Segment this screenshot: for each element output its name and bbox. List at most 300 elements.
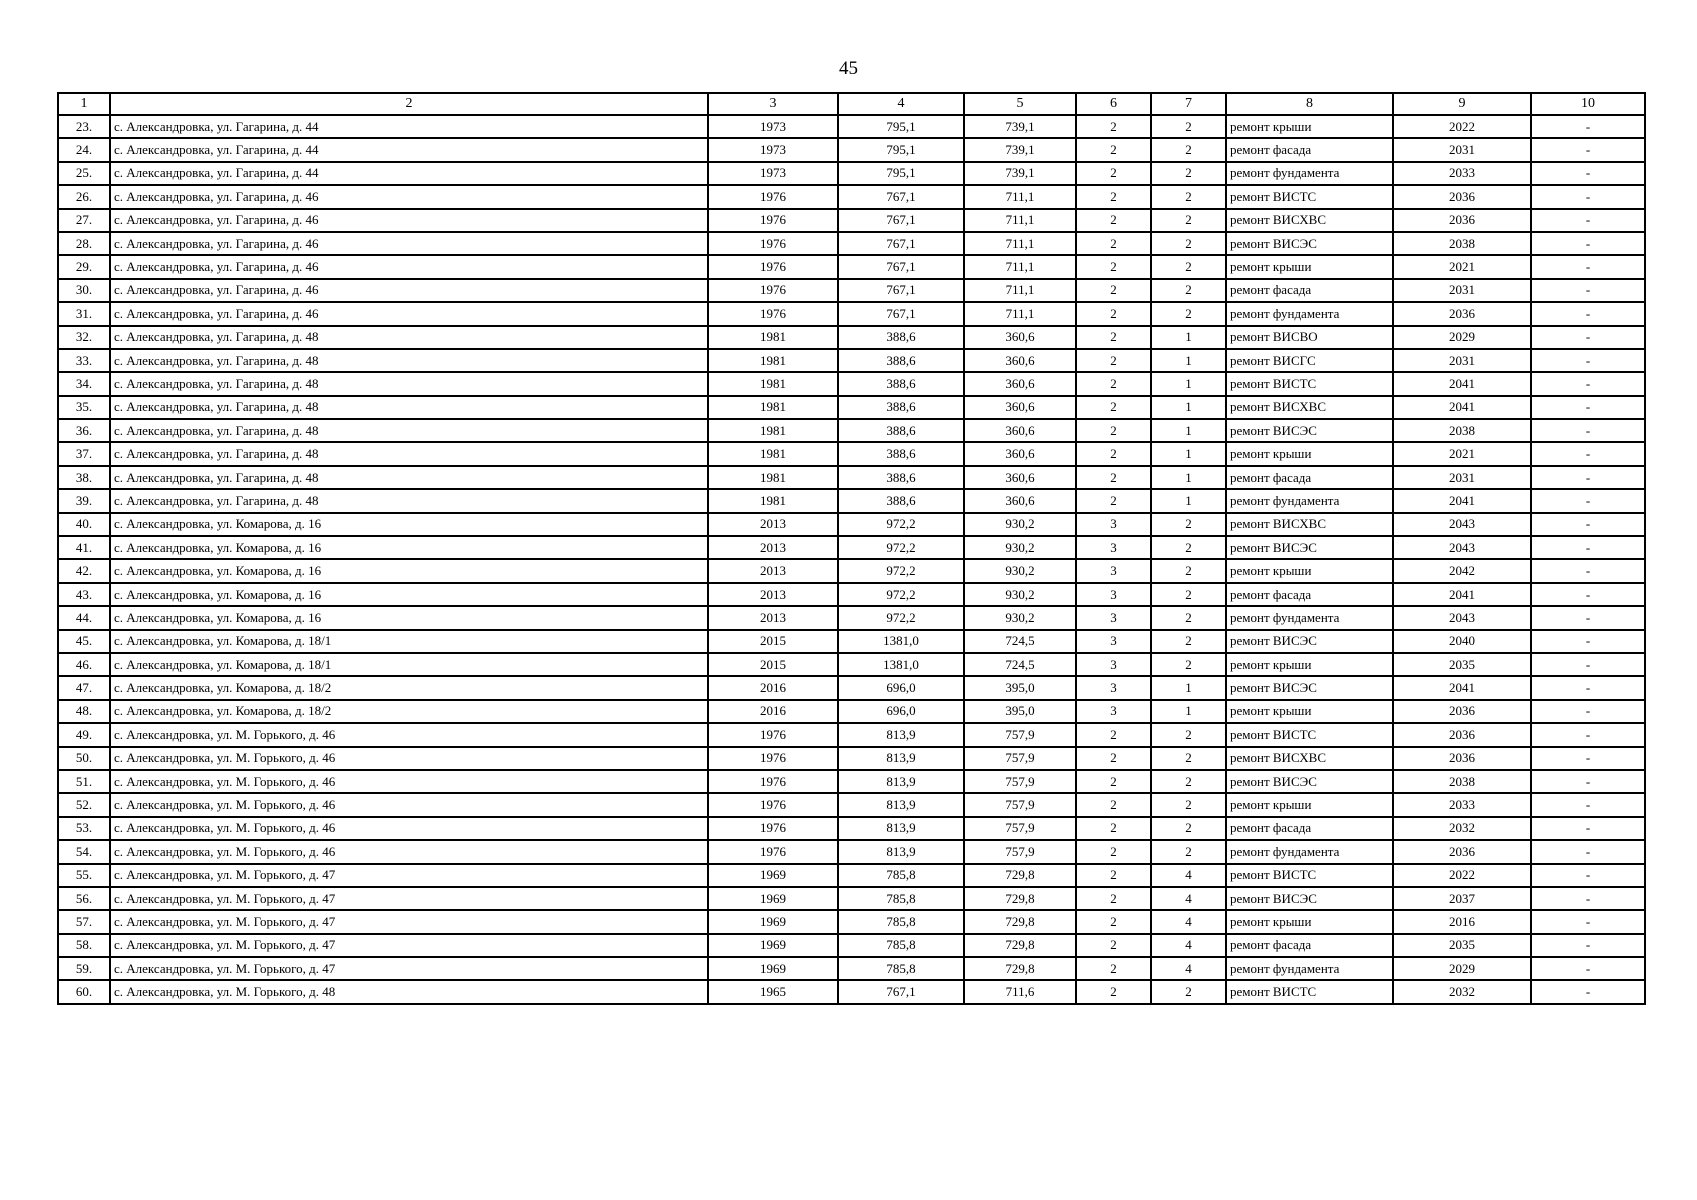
total-area-cell: 767,1 — [838, 209, 964, 232]
address-cell: с. Александровка, ул. Гагарина, д. 46 — [110, 209, 708, 232]
work-type-cell: ремонт ВИСХВС — [1226, 747, 1393, 770]
table-row — [58, 466, 1645, 489]
table-row — [58, 747, 1645, 770]
row-number-cell: 53. — [58, 817, 110, 840]
living-area-cell: 930,2 — [964, 536, 1076, 559]
entrances-cell: 2 — [1151, 559, 1226, 582]
total-area-cell: 785,8 — [838, 864, 964, 887]
total-area-cell: 972,2 — [838, 606, 964, 629]
floors-cell: 2 — [1076, 910, 1151, 933]
year-built-cell: 1969 — [708, 910, 838, 933]
work-type-cell: ремонт фасада — [1226, 934, 1393, 957]
entrances-cell: 2 — [1151, 185, 1226, 208]
work-type-cell: ремонт фундамента — [1226, 162, 1393, 185]
table-row — [58, 115, 1645, 138]
table-row — [58, 372, 1645, 395]
table-row — [58, 934, 1645, 957]
note-cell: - — [1531, 583, 1645, 606]
floors-cell: 2 — [1076, 887, 1151, 910]
planned-year-cell: 2035 — [1393, 934, 1531, 957]
work-type-cell: ремонт ВИСЭС — [1226, 770, 1393, 793]
row-number-cell: 39. — [58, 489, 110, 512]
address-cell: с. Александровка, ул. Гагарина, д. 48 — [110, 466, 708, 489]
entrances-cell: 4 — [1151, 864, 1226, 887]
floors-cell: 3 — [1076, 653, 1151, 676]
living-area-cell: 757,9 — [964, 770, 1076, 793]
address-cell: с. Александровка, ул. М. Горького, д. 46 — [110, 723, 708, 746]
entrances-cell: 1 — [1151, 349, 1226, 372]
work-type-cell: ремонт ВИСЭС — [1226, 887, 1393, 910]
note-cell: - — [1531, 980, 1645, 1003]
housing-repair-table — [57, 92, 1646, 1005]
table-row — [58, 957, 1645, 980]
planned-year-cell: 2041 — [1393, 372, 1531, 395]
table-row — [58, 910, 1645, 933]
planned-year-cell: 2031 — [1393, 466, 1531, 489]
row-number-cell: 29. — [58, 255, 110, 278]
table-row — [58, 630, 1645, 653]
year-built-cell: 1981 — [708, 349, 838, 372]
total-area-cell: 972,2 — [838, 513, 964, 536]
living-area-cell: 739,1 — [964, 162, 1076, 185]
address-cell: с. Александровка, ул. Гагарина, д. 46 — [110, 255, 708, 278]
floors-cell: 3 — [1076, 513, 1151, 536]
total-area-cell: 696,0 — [838, 700, 964, 723]
note-cell: - — [1531, 840, 1645, 863]
total-area-cell: 972,2 — [838, 536, 964, 559]
address-cell: с. Александровка, ул. Комарова, д. 18/1 — [110, 653, 708, 676]
row-number-cell: 33. — [58, 349, 110, 372]
address-cell: с. Александровка, ул. М. Горького, д. 46 — [110, 747, 708, 770]
row-number-cell: 41. — [58, 536, 110, 559]
floors-cell: 2 — [1076, 185, 1151, 208]
work-type-cell: ремонт ВИСЭС — [1226, 536, 1393, 559]
living-area-cell: 360,6 — [964, 442, 1076, 465]
total-area-cell: 388,6 — [838, 442, 964, 465]
work-type-cell: ремонт фундамента — [1226, 840, 1393, 863]
table-row — [58, 185, 1645, 208]
address-cell: с. Александровка, ул. Комарова, д. 16 — [110, 559, 708, 582]
entrances-cell: 4 — [1151, 957, 1226, 980]
year-built-cell: 1969 — [708, 957, 838, 980]
note-cell: - — [1531, 115, 1645, 138]
floors-cell: 2 — [1076, 396, 1151, 419]
row-number-cell: 43. — [58, 583, 110, 606]
year-built-cell: 1976 — [708, 747, 838, 770]
planned-year-cell: 2036 — [1393, 747, 1531, 770]
note-cell: - — [1531, 372, 1645, 395]
total-area-cell: 785,8 — [838, 934, 964, 957]
address-cell: с. Александровка, ул. Комарова, д. 16 — [110, 536, 708, 559]
floors-cell: 2 — [1076, 747, 1151, 770]
work-type-cell: ремонт крыши — [1226, 442, 1393, 465]
entrances-cell: 2 — [1151, 980, 1226, 1003]
planned-year-cell: 2036 — [1393, 209, 1531, 232]
year-built-cell: 2013 — [708, 559, 838, 582]
entrances-cell: 4 — [1151, 887, 1226, 910]
planned-year-cell: 2038 — [1393, 770, 1531, 793]
living-area-cell: 711,1 — [964, 302, 1076, 325]
entrances-cell: 1 — [1151, 372, 1226, 395]
work-type-cell: ремонт фундамента — [1226, 957, 1393, 980]
row-number-cell: 47. — [58, 676, 110, 699]
planned-year-cell: 2041 — [1393, 676, 1531, 699]
year-built-cell: 1981 — [708, 489, 838, 512]
floors-cell: 2 — [1076, 419, 1151, 442]
note-cell: - — [1531, 700, 1645, 723]
note-cell: - — [1531, 957, 1645, 980]
year-built-cell: 1976 — [708, 793, 838, 816]
entrances-cell: 1 — [1151, 326, 1226, 349]
living-area-cell: 711,1 — [964, 185, 1076, 208]
row-number-cell: 27. — [58, 209, 110, 232]
entrances-cell: 1 — [1151, 700, 1226, 723]
work-type-cell: ремонт фундамента — [1226, 489, 1393, 512]
planned-year-cell: 2038 — [1393, 419, 1531, 442]
row-number-cell: 60. — [58, 980, 110, 1003]
table-row — [58, 793, 1645, 816]
total-area-cell: 767,1 — [838, 255, 964, 278]
total-area-cell: 972,2 — [838, 559, 964, 582]
row-number-cell: 55. — [58, 864, 110, 887]
address-cell: с. Александровка, ул. М. Горького, д. 47 — [110, 887, 708, 910]
row-number-cell: 57. — [58, 910, 110, 933]
row-number-cell: 44. — [58, 606, 110, 629]
note-cell: - — [1531, 536, 1645, 559]
total-area-cell: 813,9 — [838, 817, 964, 840]
year-built-cell: 1973 — [708, 162, 838, 185]
work-type-cell: ремонт крыши — [1226, 115, 1393, 138]
work-type-cell: ремонт крыши — [1226, 559, 1393, 582]
note-cell: - — [1531, 817, 1645, 840]
total-area-cell: 972,2 — [838, 583, 964, 606]
year-built-cell: 2016 — [708, 676, 838, 699]
total-area-cell: 767,1 — [838, 232, 964, 255]
entrances-cell: 2 — [1151, 723, 1226, 746]
year-built-cell: 2013 — [708, 583, 838, 606]
floors-cell: 2 — [1076, 138, 1151, 161]
living-area-cell: 360,6 — [964, 489, 1076, 512]
living-area-cell: 360,6 — [964, 396, 1076, 419]
address-cell: с. Александровка, ул. Гагарина, д. 46 — [110, 232, 708, 255]
table-row — [58, 349, 1645, 372]
year-built-cell: 1976 — [708, 817, 838, 840]
planned-year-cell: 2043 — [1393, 606, 1531, 629]
address-cell: с. Александровка, ул. М. Горького, д. 46 — [110, 840, 708, 863]
total-area-cell: 767,1 — [838, 980, 964, 1003]
living-area-cell: 729,8 — [964, 957, 1076, 980]
total-area-cell: 388,6 — [838, 419, 964, 442]
floors-cell: 3 — [1076, 559, 1151, 582]
column-header: 6 — [1076, 93, 1151, 115]
entrances-cell: 1 — [1151, 676, 1226, 699]
total-area-cell: 388,6 — [838, 396, 964, 419]
note-cell: - — [1531, 887, 1645, 910]
address-cell: с. Александровка, ул. Гагарина, д. 48 — [110, 489, 708, 512]
year-built-cell: 1981 — [708, 419, 838, 442]
table-row — [58, 817, 1645, 840]
table-row — [58, 536, 1645, 559]
work-type-cell: ремонт фасада — [1226, 817, 1393, 840]
total-area-cell: 388,6 — [838, 372, 964, 395]
note-cell: - — [1531, 747, 1645, 770]
entrances-cell: 2 — [1151, 653, 1226, 676]
table-row — [58, 255, 1645, 278]
row-number-cell: 49. — [58, 723, 110, 746]
year-built-cell: 1976 — [708, 255, 838, 278]
address-cell: с. Александровка, ул. Комарова, д. 16 — [110, 606, 708, 629]
entrances-cell: 2 — [1151, 606, 1226, 629]
table-header-row — [58, 93, 1645, 115]
living-area-cell: 729,8 — [964, 864, 1076, 887]
work-type-cell: ремонт крыши — [1226, 653, 1393, 676]
work-type-cell: ремонт фасада — [1226, 279, 1393, 302]
work-type-cell: ремонт ВИСВО — [1226, 326, 1393, 349]
year-built-cell: 1976 — [708, 232, 838, 255]
table-row — [58, 606, 1645, 629]
entrances-cell: 2 — [1151, 630, 1226, 653]
living-area-cell: 729,8 — [964, 910, 1076, 933]
note-cell: - — [1531, 723, 1645, 746]
total-area-cell: 785,8 — [838, 957, 964, 980]
work-type-cell: ремонт фасада — [1226, 583, 1393, 606]
living-area-cell: 360,6 — [964, 466, 1076, 489]
table-row — [58, 279, 1645, 302]
table-row — [58, 396, 1645, 419]
column-header: 7 — [1151, 93, 1226, 115]
column-header: 3 — [708, 93, 838, 115]
note-cell: - — [1531, 185, 1645, 208]
year-built-cell: 1973 — [708, 115, 838, 138]
table-row — [58, 209, 1645, 232]
living-area-cell: 930,2 — [964, 513, 1076, 536]
note-cell: - — [1531, 910, 1645, 933]
table-row — [58, 583, 1645, 606]
address-cell: с. Александровка, ул. М. Горького, д. 46 — [110, 817, 708, 840]
planned-year-cell: 2043 — [1393, 513, 1531, 536]
floors-cell: 2 — [1076, 864, 1151, 887]
living-area-cell: 395,0 — [964, 676, 1076, 699]
address-cell: с. Александровка, ул. Гагарина, д. 46 — [110, 279, 708, 302]
work-type-cell: ремонт крыши — [1226, 793, 1393, 816]
entrances-cell: 2 — [1151, 302, 1226, 325]
entrances-cell: 2 — [1151, 770, 1226, 793]
year-built-cell: 1976 — [708, 840, 838, 863]
work-type-cell: ремонт ВИСХВС — [1226, 513, 1393, 536]
row-number-cell: 42. — [58, 559, 110, 582]
address-cell: с. Александровка, ул. Гагарина, д. 44 — [110, 138, 708, 161]
entrances-cell: 2 — [1151, 840, 1226, 863]
address-cell: с. Александровка, ул. Гагарина, д. 48 — [110, 349, 708, 372]
table-row — [58, 302, 1645, 325]
address-cell: с. Александровка, ул. М. Горького, д. 47 — [110, 910, 708, 933]
floors-cell: 2 — [1076, 162, 1151, 185]
floors-cell: 2 — [1076, 723, 1151, 746]
address-cell: с. Александровка, ул. Гагарина, д. 44 — [110, 115, 708, 138]
year-built-cell: 1976 — [708, 185, 838, 208]
year-built-cell: 1981 — [708, 396, 838, 419]
column-header: 5 — [964, 93, 1076, 115]
note-cell: - — [1531, 934, 1645, 957]
work-type-cell: ремонт ВИСЭС — [1226, 630, 1393, 653]
work-type-cell: ремонт ВИСТС — [1226, 864, 1393, 887]
address-cell: с. Александровка, ул. М. Горького, д. 47 — [110, 957, 708, 980]
floors-cell: 2 — [1076, 372, 1151, 395]
year-built-cell: 2016 — [708, 700, 838, 723]
work-type-cell: ремонт ВИСТС — [1226, 372, 1393, 395]
address-cell: с. Александровка, ул. Комарова, д. 16 — [110, 513, 708, 536]
work-type-cell: ремонт ВИСЭС — [1226, 232, 1393, 255]
note-cell: - — [1531, 606, 1645, 629]
table-row — [58, 864, 1645, 887]
work-type-cell: ремонт фасада — [1226, 138, 1393, 161]
floors-cell: 2 — [1076, 349, 1151, 372]
year-built-cell: 1981 — [708, 466, 838, 489]
column-header: 2 — [110, 93, 708, 115]
planned-year-cell: 2029 — [1393, 957, 1531, 980]
work-type-cell: ремонт ВИСХВС — [1226, 396, 1393, 419]
living-area-cell: 724,5 — [964, 653, 1076, 676]
row-number-cell: 59. — [58, 957, 110, 980]
address-cell: с. Александровка, ул. Гагарина, д. 48 — [110, 419, 708, 442]
row-number-cell: 50. — [58, 747, 110, 770]
living-area-cell: 729,8 — [964, 934, 1076, 957]
column-header: 1 — [58, 93, 110, 115]
year-built-cell: 2013 — [708, 606, 838, 629]
year-built-cell: 2015 — [708, 653, 838, 676]
floors-cell: 2 — [1076, 840, 1151, 863]
planned-year-cell: 2032 — [1393, 980, 1531, 1003]
table-row — [58, 442, 1645, 465]
address-cell: с. Александровка, ул. Комарова, д. 18/2 — [110, 676, 708, 699]
work-type-cell: ремонт ВИСТС — [1226, 980, 1393, 1003]
floors-cell: 3 — [1076, 676, 1151, 699]
work-type-cell: ремонт ВИСТС — [1226, 185, 1393, 208]
floors-cell: 2 — [1076, 934, 1151, 957]
total-area-cell: 813,9 — [838, 747, 964, 770]
address-cell: с. Александровка, ул. Гагарина, д. 48 — [110, 442, 708, 465]
planned-year-cell: 2041 — [1393, 489, 1531, 512]
row-number-cell: 56. — [58, 887, 110, 910]
table-row — [58, 232, 1645, 255]
living-area-cell: 757,9 — [964, 747, 1076, 770]
planned-year-cell: 2041 — [1393, 583, 1531, 606]
planned-year-cell: 2033 — [1393, 793, 1531, 816]
floors-cell: 2 — [1076, 115, 1151, 138]
entrances-cell: 2 — [1151, 232, 1226, 255]
row-number-cell: 40. — [58, 513, 110, 536]
total-area-cell: 785,8 — [838, 910, 964, 933]
address-cell: с. Александровка, ул. Гагарина, д. 46 — [110, 185, 708, 208]
table-row — [58, 676, 1645, 699]
table-row — [58, 559, 1645, 582]
address-cell: с. Александровка, ул. Гагарина, д. 48 — [110, 326, 708, 349]
table-row — [58, 138, 1645, 161]
row-number-cell: 24. — [58, 138, 110, 161]
total-area-cell: 388,6 — [838, 326, 964, 349]
floors-cell: 2 — [1076, 770, 1151, 793]
note-cell: - — [1531, 442, 1645, 465]
entrances-cell: 1 — [1151, 489, 1226, 512]
year-built-cell: 1969 — [708, 887, 838, 910]
living-area-cell: 711,6 — [964, 980, 1076, 1003]
row-number-cell: 34. — [58, 372, 110, 395]
row-number-cell: 23. — [58, 115, 110, 138]
planned-year-cell: 2040 — [1393, 630, 1531, 653]
note-cell: - — [1531, 162, 1645, 185]
total-area-cell: 767,1 — [838, 279, 964, 302]
floors-cell: 2 — [1076, 466, 1151, 489]
table-body — [58, 115, 1645, 1004]
address-cell: с. Александровка, ул. М. Горького, д. 46 — [110, 793, 708, 816]
address-cell: с. Александровка, ул. Гагарина, д. 48 — [110, 396, 708, 419]
living-area-cell: 930,2 — [964, 606, 1076, 629]
total-area-cell: 813,9 — [838, 793, 964, 816]
work-type-cell: ремонт ВИСХВС — [1226, 209, 1393, 232]
year-built-cell: 1976 — [708, 302, 838, 325]
table-row — [58, 419, 1645, 442]
note-cell: - — [1531, 466, 1645, 489]
entrances-cell: 1 — [1151, 466, 1226, 489]
year-built-cell: 1976 — [708, 723, 838, 746]
planned-year-cell: 2036 — [1393, 302, 1531, 325]
entrances-cell: 2 — [1151, 138, 1226, 161]
note-cell: - — [1531, 653, 1645, 676]
year-built-cell: 1969 — [708, 934, 838, 957]
note-cell: - — [1531, 349, 1645, 372]
entrances-cell: 2 — [1151, 162, 1226, 185]
living-area-cell: 711,1 — [964, 232, 1076, 255]
floors-cell: 2 — [1076, 793, 1151, 816]
planned-year-cell: 2036 — [1393, 723, 1531, 746]
table-row — [58, 700, 1645, 723]
address-cell: с. Александровка, ул. Гагарина, д. 48 — [110, 372, 708, 395]
work-type-cell: ремонт крыши — [1226, 910, 1393, 933]
row-number-cell: 30. — [58, 279, 110, 302]
address-cell: с. Александровка, ул. М. Горького, д. 47 — [110, 934, 708, 957]
total-area-cell: 813,9 — [838, 770, 964, 793]
living-area-cell: 757,9 — [964, 840, 1076, 863]
table-row — [58, 840, 1645, 863]
total-area-cell: 696,0 — [838, 676, 964, 699]
planned-year-cell: 2021 — [1393, 255, 1531, 278]
living-area-cell: 729,8 — [964, 887, 1076, 910]
year-built-cell: 1976 — [708, 770, 838, 793]
planned-year-cell: 2036 — [1393, 185, 1531, 208]
living-area-cell: 711,1 — [964, 255, 1076, 278]
note-cell: - — [1531, 396, 1645, 419]
living-area-cell: 739,1 — [964, 115, 1076, 138]
address-cell: с. Александровка, ул. Комарова, д. 18/1 — [110, 630, 708, 653]
planned-year-cell: 2029 — [1393, 326, 1531, 349]
work-type-cell: ремонт ВИСЭС — [1226, 676, 1393, 699]
work-type-cell: ремонт ВИСЭС — [1226, 419, 1393, 442]
row-number-cell: 45. — [58, 630, 110, 653]
table-row — [58, 489, 1645, 512]
work-type-cell: ремонт фундамента — [1226, 302, 1393, 325]
total-area-cell: 1381,0 — [838, 653, 964, 676]
table-row — [58, 653, 1645, 676]
address-cell: с. Александровка, ул. Комарова, д. 18/2 — [110, 700, 708, 723]
table-row — [58, 326, 1645, 349]
total-area-cell: 785,8 — [838, 887, 964, 910]
year-built-cell: 2013 — [708, 536, 838, 559]
address-cell: с. Александровка, ул. Гагарина, д. 46 — [110, 302, 708, 325]
work-type-cell: ремонт крыши — [1226, 700, 1393, 723]
total-area-cell: 767,1 — [838, 185, 964, 208]
address-cell: с. Александровка, ул. М. Горького, д. 48 — [110, 980, 708, 1003]
note-cell: - — [1531, 302, 1645, 325]
